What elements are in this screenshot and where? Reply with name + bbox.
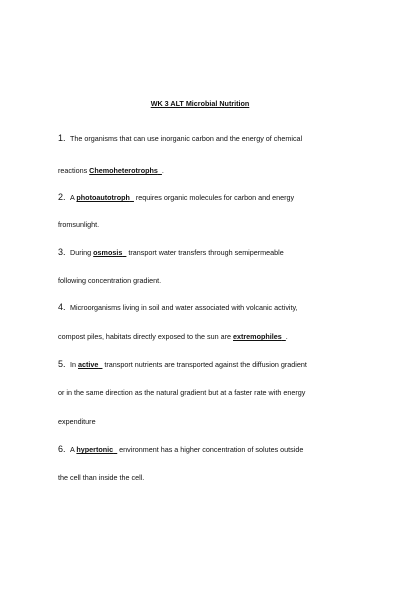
question-1-text: The organisms that can use inorganic carbon and the energy of chemical [70,134,303,143]
question-3-number: 3. [58,247,66,257]
question-5-line-2 [58,388,305,397]
question-6-text-line-2: the cell than inside the cell. [58,473,145,482]
question-1-line-1 [58,134,302,143]
question-1-blank: _ [157,166,162,175]
question-6-text-suffix: environment has a higher concentration of solutes outside [117,445,304,454]
question-4-line-1 [58,303,298,312]
document-title: WK 3 ALT Microbial Nutrition [150,99,250,108]
question-1-number: 1. [58,133,66,143]
question-5-line-3 [58,417,96,426]
question-2-text-line-2: fromsunlight. [58,220,100,229]
question-4-text-prefix: compost piles, habitats directly exposed to the sun are [58,332,233,341]
question-6-line-1 [58,445,303,454]
question-4-text-suffix: . [285,332,288,341]
question-5-text-line-3: expenditure [58,417,96,426]
question-5-number: 5. [58,359,66,369]
question-3-text-suffix: transport water transfers through semipermeable [126,248,284,257]
question-2-blank: _ [129,193,134,202]
question-1-answer: Chemoheterotrophs [89,166,158,175]
question-3-line-1 [58,248,284,257]
question-4-number: 4. [58,302,66,312]
question-2-answer: photoautotroph [76,193,130,202]
question-3-text-prefix: During [70,248,94,257]
question-6-blank: _ [113,445,118,454]
question-6-answer: hypertonic [76,445,114,454]
question-4-text: Microorganisms living in soil and water associated with volcanic activity, [70,303,298,312]
question-5-line-1 [58,360,307,369]
question-3-answer: osmosis [93,248,123,257]
question-2-line-1 [58,193,294,202]
question-5-text-prefix: In [70,360,78,369]
question-2-text-suffix: requires organic molecules for carbon and energy [133,193,295,202]
question-1-text-prefix: reactions [58,166,90,175]
question-3-text-line-2: following concentration gradient. [58,276,162,285]
question-2-number: 2. [58,192,66,202]
question-6-number: 6. [58,444,66,454]
question-1-line-2 [58,166,164,175]
question-4-blank: _ [281,332,286,341]
question-5-answer: active [78,360,99,369]
question-5-text-line-2: or in the same direction as the natural gradient but at a faster rate with energy [58,388,306,397]
question-5-blank: _ [98,360,103,369]
question-3-line-2 [58,276,161,285]
question-4-line-2 [58,332,288,341]
question-5-text-suffix: transport nutrients are transported against the diffusion gradient [102,360,307,369]
question-2-line-2 [58,220,99,229]
question-1-text-suffix: . [161,166,164,175]
question-2-text-prefix: A [70,193,77,202]
question-6-text-prefix: A [70,445,77,454]
question-4-answer: extremophiles [233,332,282,341]
question-3-blank: _ [122,248,127,257]
question-6-line-2 [58,473,144,482]
